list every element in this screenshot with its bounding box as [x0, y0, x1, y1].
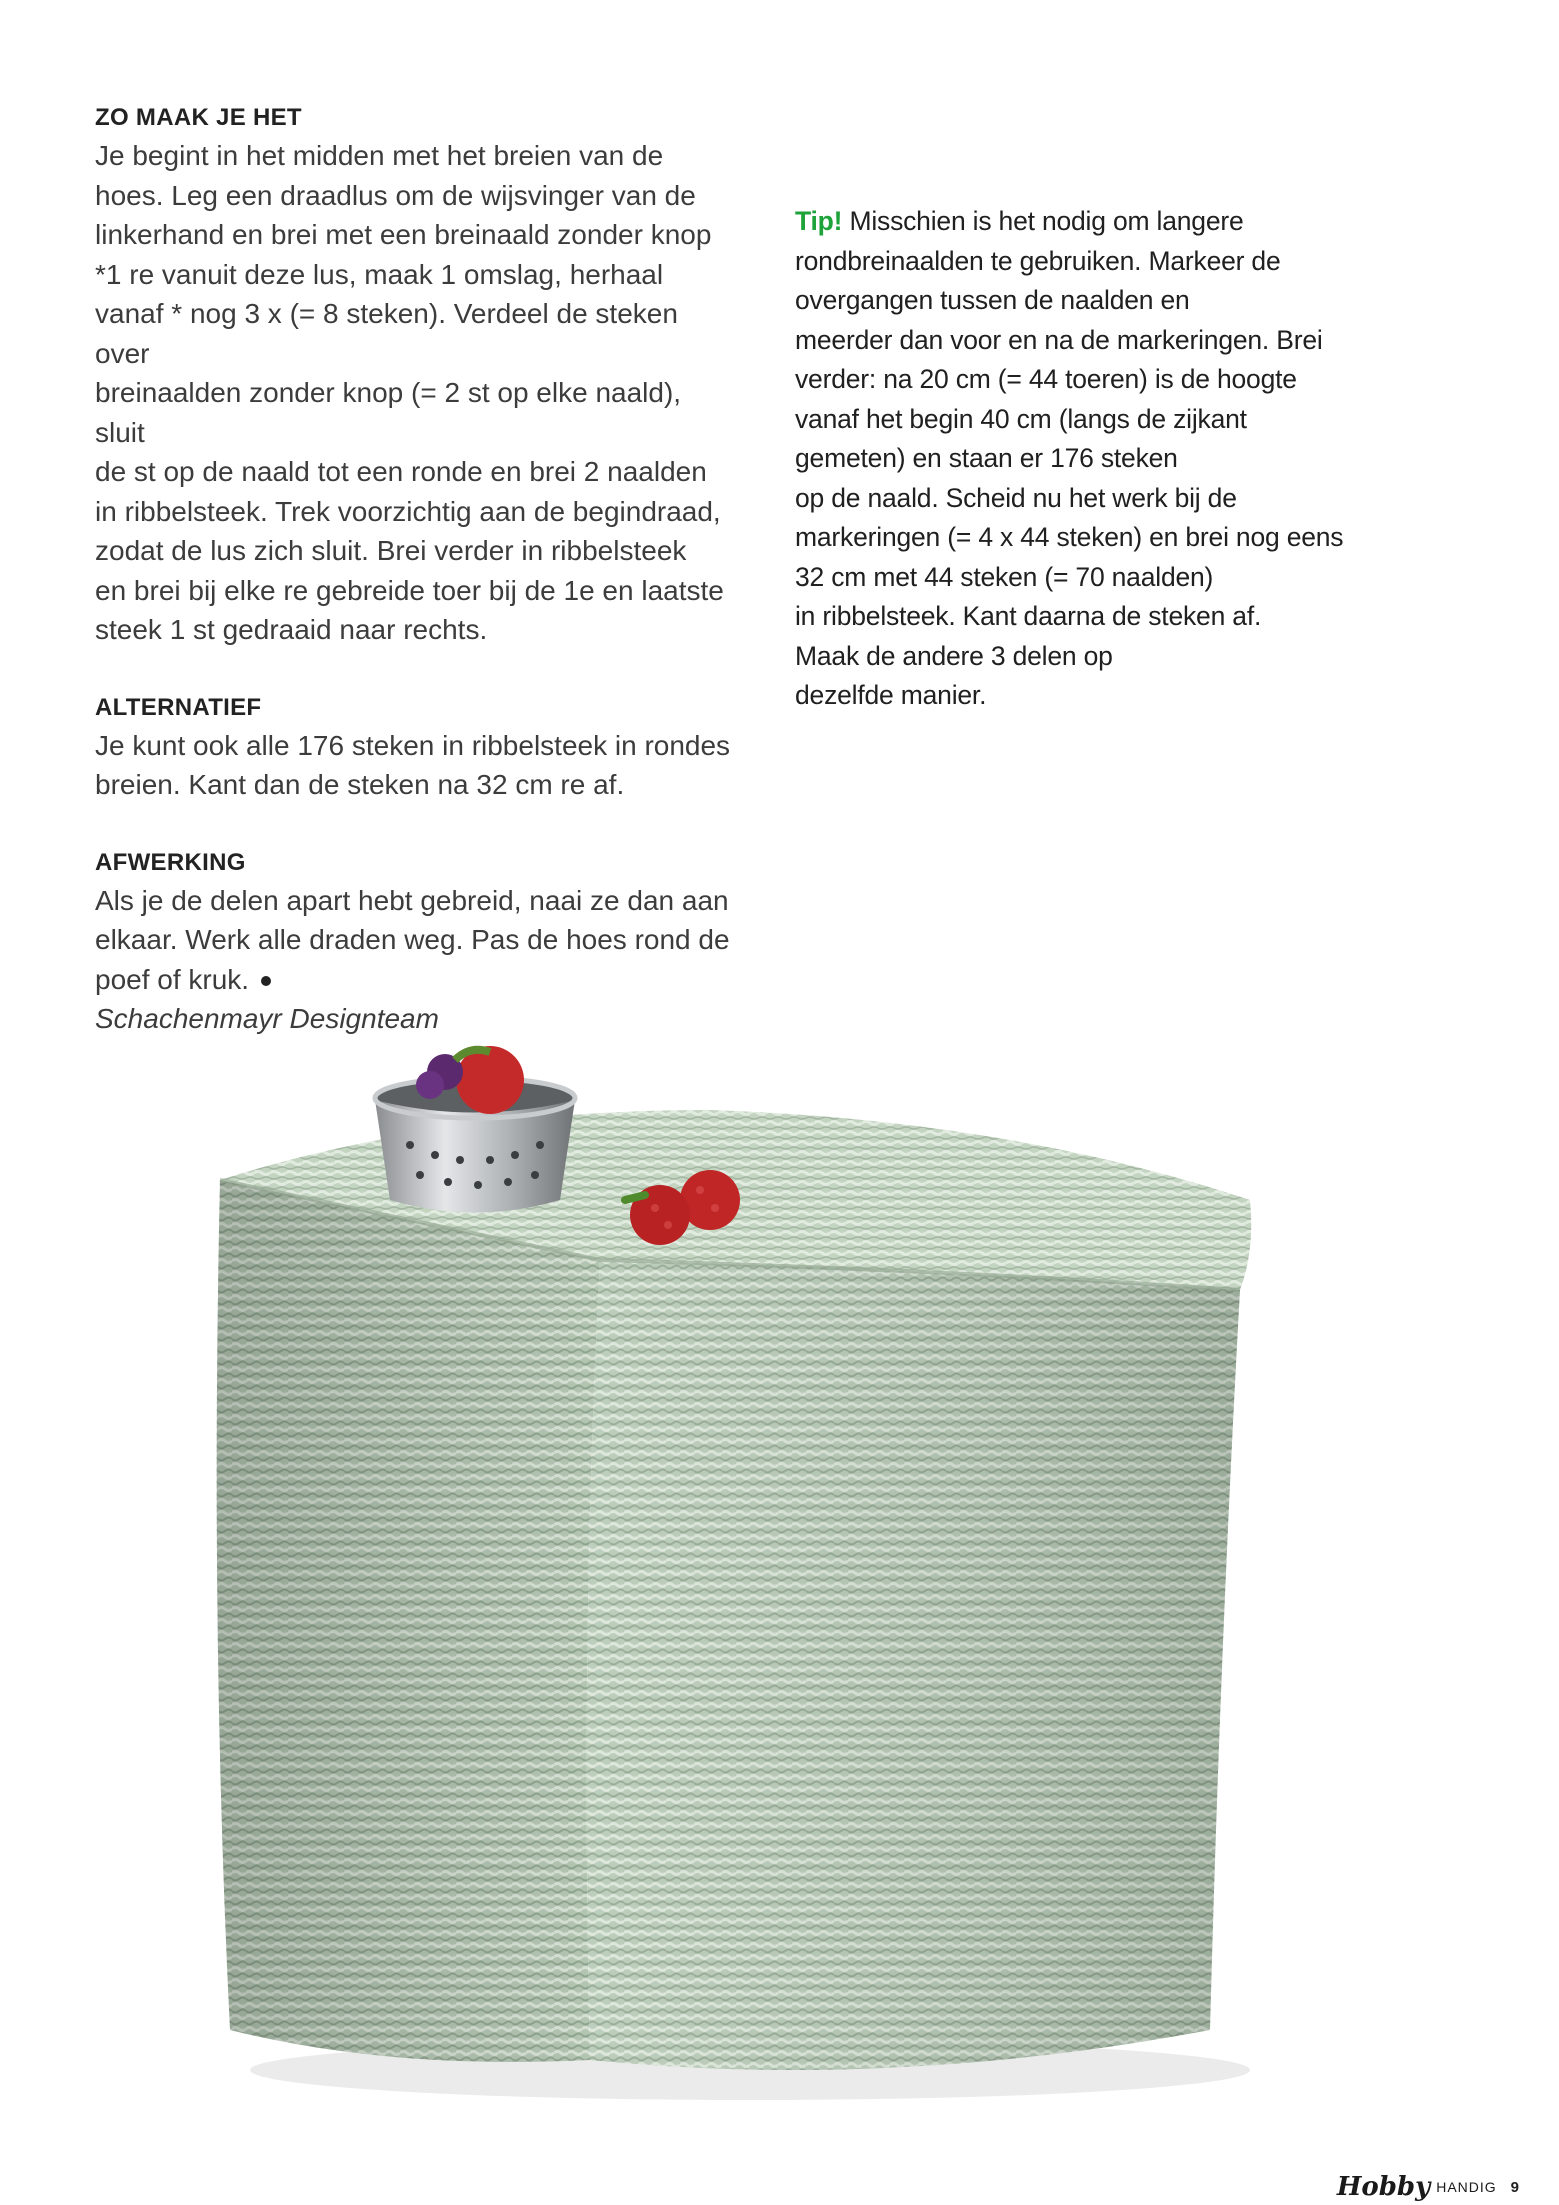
text-line: steek 1 st gedraaid naar rechts. [95, 614, 488, 645]
text-line: op de naald. Scheid nu het werk bij de [795, 482, 1237, 513]
page-number: 9 [1510, 2178, 1519, 2196]
finishing-section [95, 845, 735, 1039]
text-line: meerder dan voor en na de markeringen. Brei [795, 324, 1323, 355]
text-line: rondbreinaalden te gebruiken. Markeer de [795, 245, 1281, 276]
text-line: Maak de andere 3 delen op [795, 640, 1113, 671]
text-line: Je begint in het midden met het breien van de [95, 140, 664, 171]
text-line: hoes. Leg een draadlus om de wijsvinger van de [95, 179, 696, 211]
hobby-logo-sub: HANDIG [1436, 2179, 1497, 2195]
method-heading: ZO MAAK JE HET [95, 104, 302, 131]
text-line: Als je de delen apart hebt gebreid, naai ze dan aan [95, 884, 729, 916]
text-line: en brei bij elke re gebreide toer bij de 1e en laatste [95, 574, 724, 606]
method-text [95, 136, 735, 650]
designer-signature: Schachenmayr Designteam [95, 1003, 439, 1034]
finishing-heading: AFWERKING [95, 848, 246, 876]
end-mark-icon [261, 976, 271, 986]
page-footer [1337, 2172, 1519, 2202]
tip-label: Tip! [795, 206, 843, 236]
text-line: elkaar. Werk alle draden weg. Pas de hoes rond de [95, 924, 730, 955]
text-line: 32 cm met 44 steken (= 70 naalden) [795, 561, 1214, 592]
text-line: poef of kruk. [95, 963, 250, 995]
text-line: Misschien is het nodig om langere [849, 206, 1244, 236]
text-line: vanaf het begin 40 cm (langs de zijkant [795, 403, 1247, 434]
text-line: dezelfde manier. [795, 680, 987, 710]
text-line: in ribbelsteek. Trek voorzichtig aan de begindraad, [95, 495, 721, 527]
alternative-text [95, 726, 735, 805]
text-line: overgangen tussen de naalden en [795, 285, 1190, 315]
tip-first-line [795, 202, 1355, 242]
text-line: de st op de naald tot een ronde en brei 2 naalden [95, 456, 707, 487]
text-line: zodat de lus zich sluit. Brei verder in ribbelsteek [95, 535, 687, 566]
text-line: breien. Kant dan de steken na 32 cm re af. [95, 769, 625, 800]
text-line: markeringen (= 4 x 44 steken) en brei nog eens [795, 522, 1344, 552]
instructions-column [95, 100, 735, 1079]
text-line: verder: na 20 cm (= 44 toeren) is de hoogte [795, 364, 1297, 394]
tip-box [795, 202, 1355, 716]
hobby-logo: Hobby [1336, 2172, 1431, 2202]
alternative-heading: ALTERNATIEF [95, 693, 262, 721]
finishing-text [95, 881, 735, 1000]
text-line: gemeten) en staan er 176 steken [795, 443, 1178, 473]
text-line: breinaalden zonder knop (= 2 st op elke naald), sluit [95, 377, 682, 448]
alternative-section [95, 690, 735, 805]
method-section [95, 100, 735, 650]
text-line: linkerhand en brei met een breinaald zonder knop [95, 219, 712, 250]
text-line: Je kunt ook alle 176 steken in ribbelsteek in rondes [95, 729, 731, 761]
text-line: *1 re vanuit deze lus, maak 1 omslag, herhaal [95, 258, 664, 290]
knitted-pouf-photo [190, 1030, 1310, 2110]
text-line: in ribbelsteek. Kant daarna de steken af. [795, 601, 1262, 631]
text-line: vanaf * nog 3 x (= 8 steken). Verdeel de steken over [95, 298, 678, 369]
